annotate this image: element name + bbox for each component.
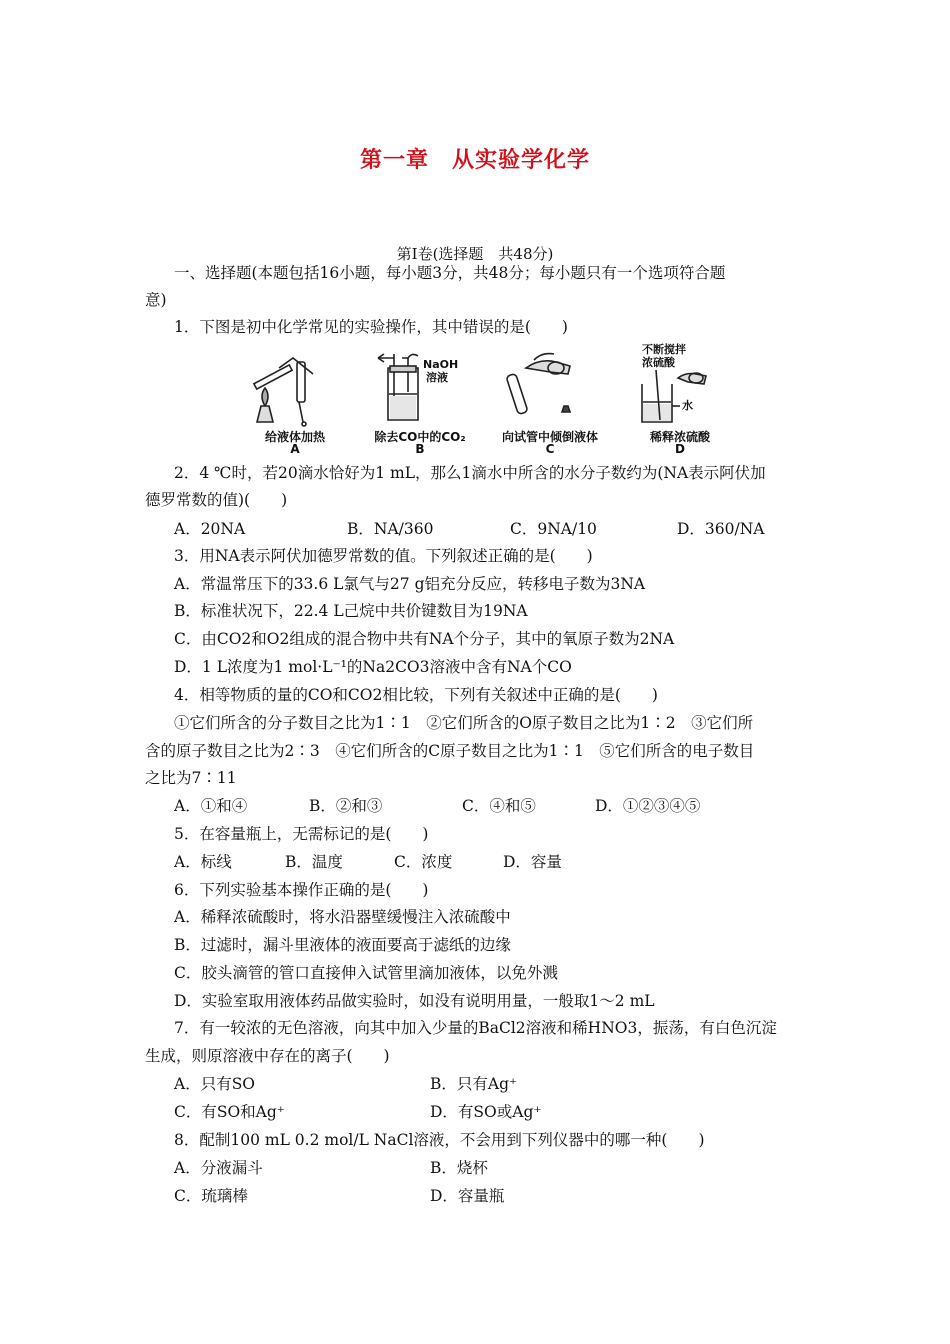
figure-b-gas-washing <box>360 344 480 454</box>
q8-option-a: A．分液漏斗 <box>174 1159 263 1177</box>
q2-option-d: D．360/NA <box>677 520 765 538</box>
q2-option-b: B．NA/360 <box>347 520 434 538</box>
q3-option-b: B．标准状况下，22.4 L己烷中共价键数目为19NA <box>174 602 528 620</box>
figure-d-letter: D <box>675 442 685 456</box>
q4-option-d: D．①②③④⑤ <box>595 797 701 815</box>
figure-b-letter: B <box>415 442 425 456</box>
q7-option-a: A．只有SO <box>174 1075 256 1093</box>
q5-option-b: B．温度 <box>285 853 343 871</box>
q8-option-d: D．容量瓶 <box>430 1187 505 1205</box>
figure-b-caption: 除去CO中的CO₂ <box>374 430 466 444</box>
figure-a-heating-liquid <box>235 344 355 454</box>
q8-option-b: B．烧杯 <box>430 1159 488 1177</box>
experiment-figures <box>235 344 735 454</box>
q4-option-b: B．②和③ <box>309 797 383 815</box>
q7-option-d: D．有SO或Ag⁺ <box>430 1103 542 1121</box>
question-7-line-1: 7．有一较浓的无色溶液，向其中加入少量的BaCl2溶液和稀HNO3，振荡，有白色沉淀 <box>174 1019 777 1037</box>
q7-option-c: C．有SO和Ag⁺ <box>174 1103 285 1121</box>
figure-d-label-water: 水 <box>682 399 693 412</box>
figure-a-letter: A <box>290 442 300 456</box>
q7-option-b: B．只有Ag⁺ <box>430 1075 518 1093</box>
q3-option-a: A．常温常压下的33.6 L氯气与27 g铝充分反应，转移电子数为3NA <box>174 575 646 593</box>
diluting-acid-icon <box>620 344 740 428</box>
pouring-liquid-icon <box>490 344 610 428</box>
q2-option-a: A．20NA <box>174 520 246 538</box>
q5-option-d: D．容量 <box>503 853 562 871</box>
intro-line-2: 意) <box>145 291 167 309</box>
question-8: 8．配制100 mL 0.2 mol/L NaCl溶液，不会用到下列仪器中的哪一种( ) <box>174 1131 705 1149</box>
question-6: 6．下列实验基本操作正确的是( ) <box>174 881 429 899</box>
q8-option-c: C．琉璃棒 <box>174 1187 248 1205</box>
figure-d-diluting-acid <box>620 344 740 454</box>
q4-option-a: A．①和④ <box>174 797 248 815</box>
q5-option-c: C．浓度 <box>394 853 453 871</box>
question-4: 4．相等物质的量的CO和CO2相比较，下列有关叙述中正确的是( ) <box>174 686 658 704</box>
q6-option-d: D．实验室取用液体药品做实验时，如没有说明用量，一般取1～2 mL <box>174 992 655 1010</box>
q5-option-a: A．标线 <box>174 853 232 871</box>
intro-line-1: 一、选择题(本题包括16小题，每小题3分，共48分；每小题只有一个选项符合题 <box>174 264 726 282</box>
q6-option-a: A．稀释浓硫酸时，将水沿器壁缓慢注入浓硫酸中 <box>174 908 511 926</box>
q2-option-c: C．9NA/10 <box>510 520 597 538</box>
question-1: 1．下图是初中化学常见的实验操作，其中错误的是( ) <box>174 318 568 336</box>
question-5: 5．在容量瓶上，无需标记的是( ) <box>174 825 429 843</box>
figure-b-label-naoh: NaOH <box>423 358 459 371</box>
figure-c-caption: 向试管中倾倒液体 <box>501 430 598 444</box>
q4-body-line-1: ①它们所含的分子数目之比为1∶1 ②它们所含的O原子数目之比为1∶2 ③它们所 <box>174 714 754 732</box>
figure-c-letter: C <box>545 442 555 456</box>
figure-b-label-solution: 溶液 <box>426 371 448 384</box>
figure-d-caption: 稀释浓硫酸 <box>649 430 710 444</box>
figure-a-caption: 给液体加热 <box>264 430 325 444</box>
question-7-line-2: 生成，则原溶液中存在的离子( ) <box>145 1047 390 1065</box>
gas-washing-bottle-icon <box>360 344 480 428</box>
heating-liquid-icon <box>235 344 355 428</box>
figure-d-label-acid: 浓硫酸 <box>642 356 675 369</box>
figure-c-pouring-liquid <box>490 344 610 454</box>
q3-option-d: D．1 L浓度为1 mol·L⁻¹的Na2CO3溶液中含有NA个CO <box>174 658 572 676</box>
question-3: 3．用NA表示阿伏加德罗常数的值。下列叙述正确的是( ) <box>174 547 593 565</box>
q3-option-c: C．由CO2和O2组成的混合物中共有NA个分子，其中的氧原子数为2NA <box>174 630 675 648</box>
q4-body-line-2: 含的原子数目之比为2∶3 ④它们所含的C原子数目之比为1∶1 ⑤它们所含的电子数目 <box>145 742 755 760</box>
q4-option-c: C．④和⑤ <box>462 797 536 815</box>
q6-option-c: C．胶头滴管的管口直接伸入试管里滴加液体，以免外溅 <box>174 964 558 982</box>
q6-option-b: B．过滤时，漏斗里液体的液面要高于滤纸的边缘 <box>174 936 511 954</box>
page-title: 第一章 从实验学化学 <box>359 148 590 173</box>
q4-body-line-3: 之比为7∶11 <box>145 769 237 787</box>
section-heading: 第Ⅰ卷(选择题 共48分) <box>396 245 554 263</box>
question-2-line-1: 2．4 ℃时，若20滴水恰好为1 mL，那么1滴水中所含的水分子数约为(NA表示阿伏加 <box>174 464 766 482</box>
question-2-line-2: 德罗常数的值)( ) <box>145 491 288 509</box>
figure-d-label-stir: 不断搅拌 <box>642 343 686 356</box>
